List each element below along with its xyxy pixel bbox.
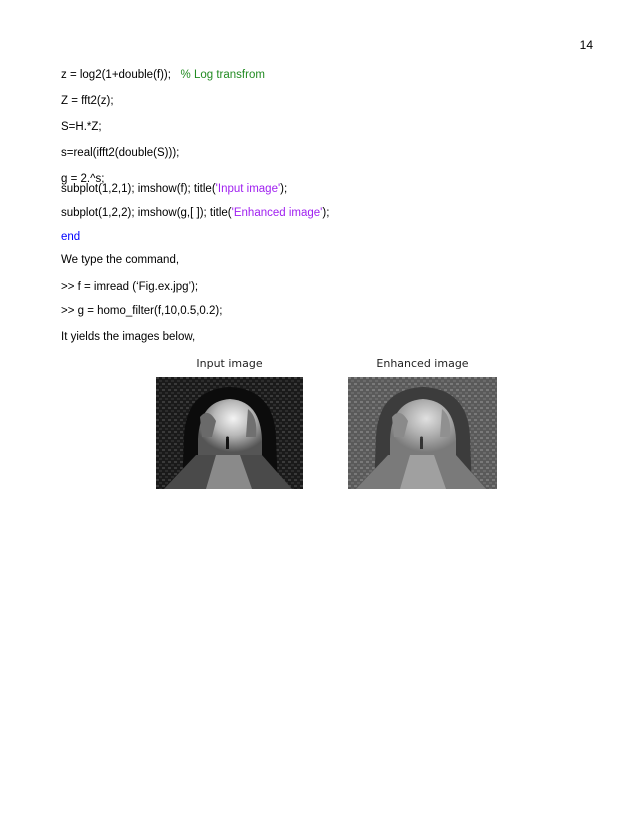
code-line-1 — [61, 69, 265, 81]
code-comment: % Log transfrom — [180, 69, 265, 81]
figure-title: Enhanced image — [376, 357, 469, 370]
command-line-1: >> f = imread (‘Fig.ex.jpg’); — [61, 281, 199, 293]
code-text: ); — [280, 183, 288, 195]
code-string: 'Input image' — [215, 183, 281, 195]
tunnel-photo-input — [156, 377, 303, 489]
page-number: 14 — [579, 38, 593, 52]
body-text: It yields the images below, — [61, 331, 196, 343]
tunnel-photo-enhanced — [348, 377, 497, 489]
code-line-4: s=real(ifft2(double(S))); — [61, 147, 180, 159]
code-line-7 — [61, 207, 329, 219]
code-text: subplot(1,2,2); imshow(g,[ ]); title( — [61, 207, 232, 219]
code-line-3: S=H.*Z; — [61, 121, 102, 133]
code-keyword-end: end — [61, 231, 81, 243]
command-line-2: >> g = homo_filter(f,10,0.5,0.2); — [61, 305, 223, 317]
code-line-2: Z = fft2(z); — [61, 95, 114, 107]
code-string: 'Enhanced image' — [231, 207, 323, 219]
code-line-6 — [61, 183, 287, 195]
code-line-5: g = 2.^s; — [61, 173, 105, 185]
figure-enhanced-image — [348, 357, 497, 491]
code-text: z = log2(1+double(f)); — [61, 69, 181, 81]
body-text: We type the command, — [61, 254, 180, 266]
figure-title: Input image — [196, 357, 263, 370]
figure-input-image — [156, 357, 303, 491]
code-text: subplot(1,2,1); imshow(f); title( — [61, 183, 216, 195]
code-text: ); — [322, 207, 330, 219]
